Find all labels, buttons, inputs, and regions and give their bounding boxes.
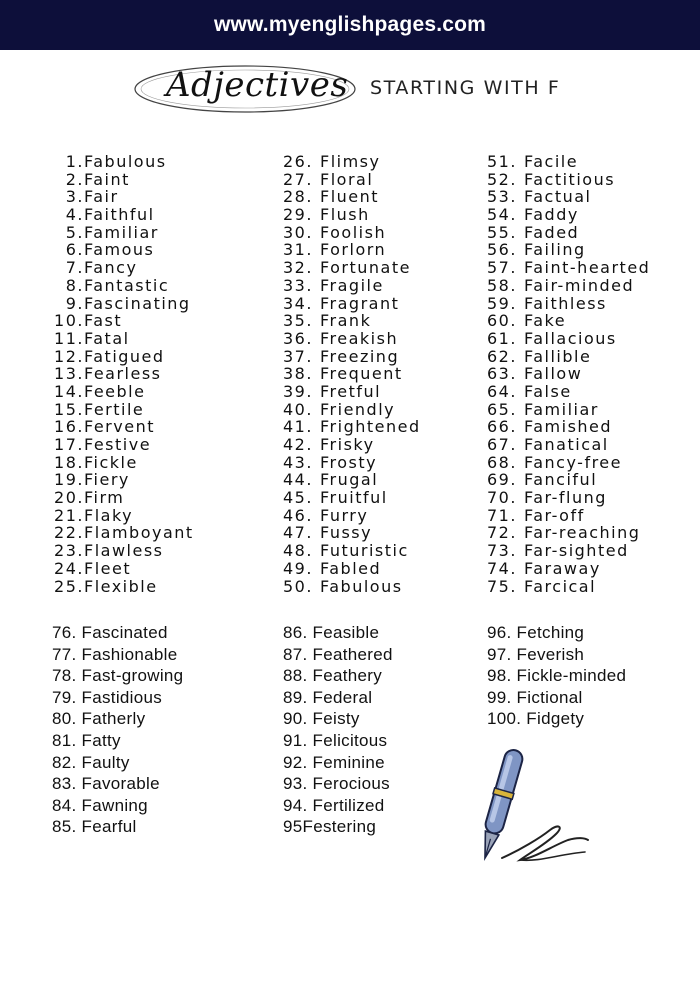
- list-item: [283, 471, 421, 489]
- list-item: [283, 418, 421, 436]
- item-word: Frosty: [320, 452, 378, 472]
- item-word: Factual: [524, 187, 592, 207]
- list-item: 84. Fawning: [52, 795, 148, 815]
- list-item: [283, 153, 421, 171]
- item-word: Fascinating: [84, 293, 191, 313]
- item-word: Foolish: [320, 222, 387, 242]
- item-word: Farcical: [524, 576, 597, 596]
- list-item: [52, 560, 194, 578]
- item-word: Futuristic: [320, 541, 409, 561]
- item-number: 59.: [487, 293, 517, 313]
- list-item: [283, 489, 421, 507]
- list-item: [283, 330, 421, 348]
- title-script: Adjectives: [166, 65, 349, 105]
- list-item: [283, 365, 421, 383]
- list-item: [283, 348, 421, 366]
- item-number: 40.: [283, 399, 313, 419]
- list-item: 79. Fastidious: [52, 687, 163, 707]
- list-item: [52, 489, 194, 507]
- item-word: Fancy: [84, 258, 138, 278]
- item-number: 41.: [283, 417, 313, 437]
- item-number: 19.: [54, 470, 84, 490]
- item-word: Fruitful: [320, 488, 388, 508]
- item-number: 45.: [283, 488, 313, 508]
- item-number: 68.: [487, 452, 517, 472]
- item-word: Fantastic: [84, 275, 170, 295]
- item-number: 61.: [487, 328, 517, 348]
- list-item: [283, 507, 421, 525]
- item-number: 62.: [487, 346, 517, 366]
- item-number: 63.: [487, 364, 517, 384]
- list-item: [487, 524, 650, 542]
- list-item: [283, 206, 421, 224]
- item-number: 28.: [283, 187, 313, 207]
- list-item: [283, 401, 421, 419]
- site-url[interactable]: www.myenglishpages.com: [213, 13, 487, 36]
- item-word: Faint-hearted: [524, 258, 651, 278]
- list-item: [487, 259, 650, 277]
- item-number: 35.: [283, 311, 313, 331]
- item-number: 7.: [65, 258, 84, 278]
- list-item: [52, 171, 194, 189]
- list-item: [52, 330, 194, 348]
- item-word: Far-sighted: [524, 541, 629, 561]
- list-item: [487, 206, 650, 224]
- item-word: Facile: [524, 152, 579, 171]
- item-word: Frugal: [320, 470, 379, 490]
- list-item: [487, 171, 650, 189]
- list-item: 90. Feisty: [283, 709, 360, 729]
- item-word: Factitious: [524, 169, 616, 189]
- list-item: [52, 542, 194, 560]
- list-item: 80. Fatherly: [52, 709, 146, 729]
- item-number: 44.: [283, 470, 313, 490]
- list-item: [487, 489, 650, 507]
- item-word: Faded: [524, 222, 580, 242]
- item-word: Faithful: [84, 205, 155, 225]
- item-word: Flawless: [84, 541, 164, 561]
- item-number: 33.: [283, 275, 313, 295]
- item-word: Faint: [84, 169, 130, 189]
- item-word: Fabulous: [84, 152, 167, 171]
- item-word: Flexible: [84, 576, 158, 596]
- item-number: 67.: [487, 435, 517, 454]
- list-item: [487, 188, 650, 206]
- list-item: [52, 578, 194, 596]
- item-word: Frank: [320, 311, 372, 331]
- item-word: Fanatical: [524, 435, 609, 454]
- item-word: Faithless: [524, 293, 607, 313]
- list-item: [487, 277, 650, 295]
- item-number: 47.: [283, 523, 313, 543]
- item-number: 71.: [487, 505, 517, 525]
- item-word: Famished: [524, 417, 613, 437]
- list-item: 81. Fatty: [52, 730, 121, 750]
- list-item: 76. Fascinated: [52, 623, 168, 642]
- list-item: [283, 542, 421, 560]
- list-item: 78. Fast-growing: [52, 666, 184, 686]
- item-word: Fabulous: [320, 576, 403, 596]
- item-number: 66.: [487, 417, 517, 437]
- title-subtitle: STARTING WITH F: [370, 77, 561, 99]
- item-word: Frightened: [320, 417, 421, 437]
- list-item: 99. Fictional: [487, 687, 583, 707]
- list-item: [487, 330, 650, 348]
- item-number: 46.: [283, 505, 313, 525]
- list-item: [283, 241, 421, 259]
- item-word: Fertile: [84, 399, 145, 419]
- item-number: 37.: [283, 346, 313, 366]
- item-word: Flaky: [84, 505, 134, 525]
- item-number: 75.: [487, 576, 517, 596]
- item-word: Feeble: [84, 381, 146, 401]
- item-word: Frisky: [320, 435, 375, 454]
- list-item: [52, 454, 194, 472]
- list-item: [487, 224, 650, 242]
- item-number: 14.: [54, 381, 84, 401]
- item-word: Fickle: [84, 452, 138, 472]
- item-word: Fearless: [84, 364, 162, 384]
- item-number: 43.: [283, 452, 313, 472]
- item-word: Far-reaching: [524, 523, 641, 543]
- item-word: Fragile: [320, 275, 384, 295]
- list-item: [52, 471, 194, 489]
- list-item: [52, 295, 194, 313]
- item-number: 1.: [65, 152, 84, 171]
- page-title: [130, 58, 600, 118]
- word-column-4: [52, 622, 183, 838]
- item-number: 16.: [54, 417, 84, 437]
- list-item: 89. Federal: [283, 687, 373, 707]
- list-item: [52, 401, 194, 419]
- list-item: [487, 542, 650, 560]
- list-item: [283, 259, 421, 277]
- list-item: 100. Fidgety: [487, 709, 585, 729]
- item-word: Failing: [524, 240, 586, 260]
- item-number: 24.: [54, 558, 84, 578]
- item-number: 3.: [65, 187, 84, 207]
- item-word: Friendly: [320, 399, 396, 419]
- item-word: Far-flung: [524, 488, 607, 508]
- item-number: 13.: [54, 364, 84, 384]
- list-item: [52, 224, 194, 242]
- list-item: [52, 259, 194, 277]
- list-item: [52, 277, 194, 295]
- item-word: Fervent: [84, 417, 155, 437]
- item-number: 55.: [487, 222, 517, 242]
- item-number: 60.: [487, 311, 517, 331]
- list-item: 87. Feathered: [283, 644, 393, 664]
- item-number: 49.: [283, 558, 313, 578]
- item-word: Fair: [84, 187, 119, 207]
- list-item: [52, 365, 194, 383]
- list-item: 85. Fearful: [52, 817, 137, 837]
- item-number: 12.: [54, 346, 84, 366]
- word-column-2: [283, 153, 421, 595]
- item-word: Fluent: [320, 187, 380, 207]
- list-item: [487, 471, 650, 489]
- list-item: 91. Felicitous: [283, 730, 388, 750]
- item-number: 26.: [283, 152, 313, 171]
- list-item: [487, 383, 650, 401]
- item-word: Flush: [320, 205, 370, 225]
- list-item: [283, 436, 421, 454]
- item-number: 51.: [487, 152, 517, 171]
- list-item: [487, 348, 650, 366]
- list-item: [283, 277, 421, 295]
- item-number: 56.: [487, 240, 517, 260]
- item-word: Famous: [84, 240, 155, 260]
- item-number: 69.: [487, 470, 517, 490]
- list-item: [283, 224, 421, 242]
- item-number: 58.: [487, 275, 517, 295]
- item-number: 70.: [487, 488, 517, 508]
- item-number: 2.: [65, 169, 84, 189]
- item-word: Freezing: [320, 346, 400, 366]
- item-number: 64.: [487, 381, 517, 401]
- list-item: [283, 560, 421, 578]
- list-item: 93. Ferocious: [283, 774, 390, 794]
- list-item: [487, 365, 650, 383]
- item-word: Flimsy: [320, 152, 381, 171]
- list-item: [52, 383, 194, 401]
- word-column-1: [52, 153, 194, 595]
- item-number: 8.: [65, 275, 84, 295]
- list-item: [487, 401, 650, 419]
- item-number: 21.: [54, 505, 84, 525]
- item-number: 57.: [487, 258, 517, 278]
- list-item: [487, 418, 650, 436]
- list-item: 86. Feasible: [283, 623, 380, 642]
- item-word: Fanciful: [524, 470, 598, 490]
- item-number: 72.: [487, 523, 517, 543]
- item-word: Furry: [320, 505, 369, 525]
- item-word: Frequent: [320, 364, 403, 384]
- list-item: [52, 507, 194, 525]
- list-item: [52, 312, 194, 330]
- item-number: 29.: [283, 205, 313, 225]
- item-word: Faddy: [524, 205, 579, 225]
- list-item: 88. Feathery: [283, 666, 383, 686]
- item-number: 20.: [54, 488, 84, 508]
- item-number: 5.: [65, 222, 84, 242]
- item-number: 39.: [283, 381, 313, 401]
- item-number: 31.: [283, 240, 313, 260]
- list-item: [487, 241, 650, 259]
- item-number: 27.: [283, 169, 313, 189]
- item-number: 52.: [487, 169, 517, 189]
- item-number: 38.: [283, 364, 313, 384]
- list-item: [52, 418, 194, 436]
- item-number: 42.: [283, 435, 313, 454]
- list-item: [487, 295, 650, 313]
- item-word: Fussy: [320, 523, 373, 543]
- item-word: Fretful: [320, 381, 382, 401]
- item-word: False: [524, 381, 572, 401]
- list-item: 94. Fertilized: [283, 795, 385, 815]
- list-item: [52, 348, 194, 366]
- list-item: 97. Feverish: [487, 644, 585, 664]
- list-item: [52, 436, 194, 454]
- item-number: 18.: [54, 452, 84, 472]
- list-item: [283, 383, 421, 401]
- item-word: Faraway: [524, 558, 601, 578]
- item-word: Fancy-free: [524, 452, 622, 472]
- item-number: 34.: [283, 293, 313, 313]
- item-word: Freakish: [320, 328, 399, 348]
- list-item: [283, 171, 421, 189]
- list-item: [52, 206, 194, 224]
- item-number: 10.: [54, 311, 84, 331]
- word-column-5: [283, 622, 393, 838]
- item-word: Fragrant: [320, 293, 400, 313]
- item-number: 23.: [54, 541, 84, 561]
- item-word: Fabled: [320, 558, 382, 578]
- item-number: 11.: [54, 328, 84, 348]
- list-item: [283, 578, 421, 596]
- list-item: [487, 436, 650, 454]
- list-item: 95Festering: [283, 817, 377, 837]
- site-banner: [0, 0, 700, 50]
- list-item: [283, 188, 421, 206]
- item-number: 32.: [283, 258, 313, 278]
- item-number: 54.: [487, 205, 517, 225]
- item-number: 50.: [283, 576, 313, 596]
- item-word: Fair-minded: [524, 275, 635, 295]
- item-word: Forlorn: [320, 240, 387, 260]
- item-number: 4.: [65, 205, 84, 225]
- list-item: [487, 153, 650, 171]
- list-item: 98. Fickle-minded: [487, 666, 627, 686]
- list-item: 92. Feminine: [283, 752, 385, 772]
- list-item: [487, 454, 650, 472]
- list-item: [487, 578, 650, 596]
- list-item: [283, 295, 421, 313]
- item-word: Fallacious: [524, 328, 617, 348]
- item-word: Fast: [84, 311, 123, 331]
- item-word: Fallow: [524, 364, 583, 384]
- list-item: [52, 524, 194, 542]
- list-item: 96. Fetching: [487, 623, 585, 642]
- item-word: Fallible: [524, 346, 592, 366]
- list-item: [52, 153, 194, 171]
- item-number: 53.: [487, 187, 517, 207]
- item-word: Fleet: [84, 558, 132, 578]
- item-word: Fiery: [84, 470, 130, 490]
- list-item: [487, 507, 650, 525]
- item-word: Far-off: [524, 505, 585, 525]
- item-number: 65.: [487, 399, 517, 419]
- item-number: 74.: [487, 558, 517, 578]
- item-number: 15.: [54, 399, 84, 419]
- item-word: Fortunate: [320, 258, 411, 278]
- item-number: 25.: [54, 576, 84, 596]
- item-word: Familiar: [84, 222, 159, 242]
- list-item: 77. Fashionable: [52, 644, 178, 664]
- item-word: Familiar: [524, 399, 599, 419]
- item-word: Fake: [524, 311, 567, 331]
- list-item: [487, 312, 650, 330]
- list-item: 83. Favorable: [52, 774, 160, 794]
- item-number: 17.: [54, 435, 84, 454]
- list-item: [283, 454, 421, 472]
- item-number: 9.: [65, 293, 84, 313]
- list-item: [52, 241, 194, 259]
- item-number: 30.: [283, 222, 313, 242]
- list-item: [283, 524, 421, 542]
- item-word: Firm: [84, 488, 125, 508]
- item-word: Fatal: [84, 328, 130, 348]
- list-item: [283, 312, 421, 330]
- item-word: Floral: [320, 169, 374, 189]
- item-number: 22.: [54, 523, 84, 543]
- word-column-3: [487, 153, 650, 595]
- list-item: [52, 188, 194, 206]
- word-column-6: [487, 622, 626, 730]
- item-number: 73.: [487, 541, 517, 561]
- item-number: 6.: [65, 240, 84, 260]
- list-item: [487, 560, 650, 578]
- item-word: Fatigued: [84, 346, 165, 366]
- item-number: 48.: [283, 541, 313, 561]
- item-number: 36.: [283, 328, 313, 348]
- item-word: Festive: [84, 435, 152, 454]
- fountain-pen-icon: [480, 742, 600, 872]
- list-item: 82. Faulty: [52, 752, 130, 772]
- item-word: Flamboyant: [84, 523, 194, 543]
